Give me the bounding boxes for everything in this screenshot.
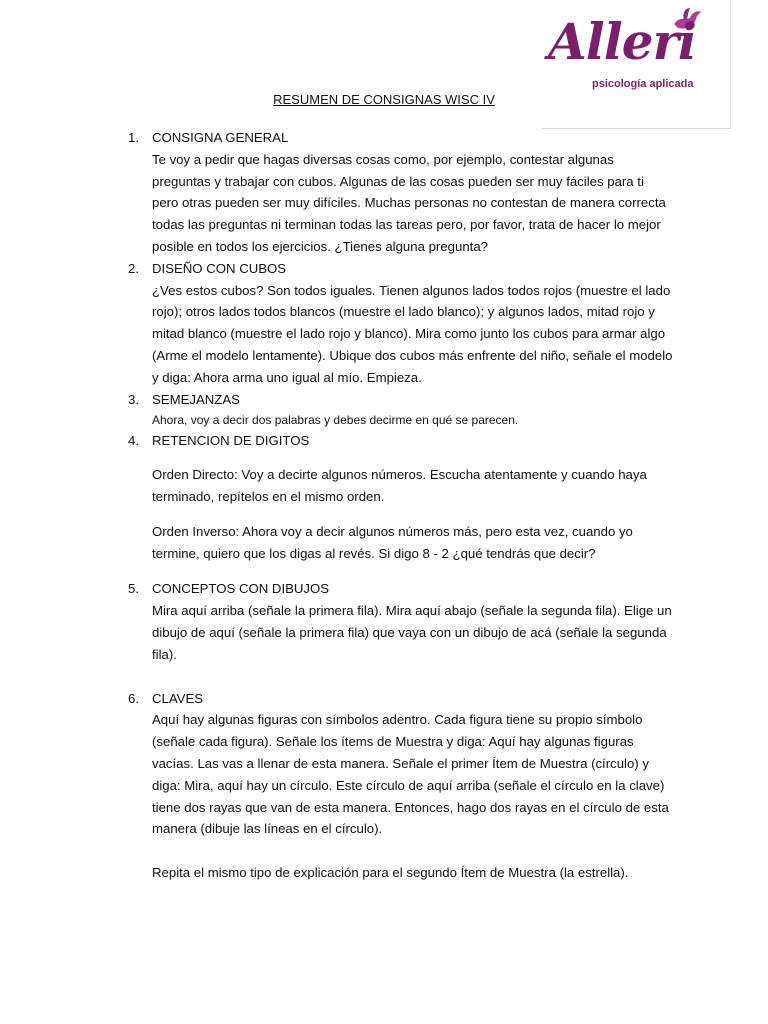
section-number: 1. xyxy=(128,130,139,145)
section-heading: RETENCION DE DIGITOS xyxy=(152,433,310,449)
section-text: Ahora, voy a decir dos palabras y debes decirme en qué se parecen. xyxy=(152,413,519,428)
document-title: RESUMEN DE CONSIGNAS WISC IV xyxy=(273,92,495,107)
orden-directo-text: Orden Directo: Voy a decirte algunos números. Escucha atentamente y cuando haya terminado, repítelos en el mismo orden. xyxy=(152,467,647,504)
section-number: 6. xyxy=(128,690,139,706)
section-number: 4. xyxy=(128,433,139,449)
section-heading: CONCEPTOS CON DIBUJOS xyxy=(152,581,330,597)
orden-inverso-text: Orden Inverso: Ahora voy a decir algunos números más, pero esta vez, cuando yo termine, quiero que los digas al revés. Si digo 8 - 2 ¿qué tendrás que decir? xyxy=(152,523,633,561)
section-text: Aquí hay algunas figuras con símbolos adentro. Cada figura tiene su propio símbolo (señale cada figura). Señale los ítems de Muestra y diga: Aquí hay algunas figuras vacías. Las vas a llenar de esta manera. Señale el primer Ítem de Muestra (círculo) y diga: Mira, aquí hay un círculo. Este círculo de aquí arriba (señale el círculo en la clave) tiene dos rayas que van de esta manera. Entonces, hago dos rayas en el círculo de esta manera (dibuje las líneas en el círculo). xyxy=(152,712,669,837)
section-note: Repita el mismo tipo de explicación para el segundo Ítem de Muestra (la estrella). xyxy=(152,865,629,881)
logo-tagline: psicología aplicada xyxy=(592,78,694,90)
logo-brand: Alleri xyxy=(548,12,696,71)
section-heading: DISEÑO CON CUBOS xyxy=(152,260,287,276)
section-claves xyxy=(128,688,673,884)
section-semejanzas xyxy=(128,389,673,431)
section-number: 5. xyxy=(128,581,139,597)
section-number: 3. xyxy=(128,391,139,407)
section-heading: CONSIGNA GENERAL xyxy=(152,130,289,145)
section-number: 2. xyxy=(128,260,139,276)
section-heading: SEMEJANZAS xyxy=(152,391,240,407)
section-text: Te voy a pedir que hagas diversas cosas como, por ejemplo, contestar algunas preguntas y trabajar con cubos. Algunas de las cosas pueden ser muy fáciles para ti pero otras pueden ser muy difíciles. Muchas personas no contestan de manera correcta todas las preguntas ni terminan todas las tareas pero, por favor, trata de hacer lo mejor posible en todos los ejercicios. ¿Tienes alguna pregunta? xyxy=(152,151,666,254)
logo xyxy=(542,0,731,129)
section-conceptos-con-dibujos xyxy=(128,578,673,665)
section-diseno-con-cubos xyxy=(128,258,673,389)
section-text: Mira aquí arriba (señale la primera fila). Mira aquí abajo (señale la segunda fila). Elige un dibujo de aquí (señale la primera fila) que vaya con un dibujo de acá (señale la segunda fila). xyxy=(152,603,672,662)
section-heading: CLAVES xyxy=(152,690,204,706)
document-body xyxy=(128,127,673,884)
section-retencion-de-digitos xyxy=(128,430,673,564)
section-consigna-general xyxy=(128,127,673,258)
section-text: ¿Ves estos cubos? Son todos iguales. Tienen algunos lados todos rojos (muestre el lado rojo); otros lados todos blancos (muestre el lado blanco); y algunos lados, mitad rojo y mitad blanco (muestre el lado rojo y blanco). Mira como junto los cubos para armar algo (Arme el modelo lentamente). Ubique dos cubos más enfrente del niño, señale el modelo y diga: Ahora arma uno igual al mío. Empieza. xyxy=(152,282,673,385)
